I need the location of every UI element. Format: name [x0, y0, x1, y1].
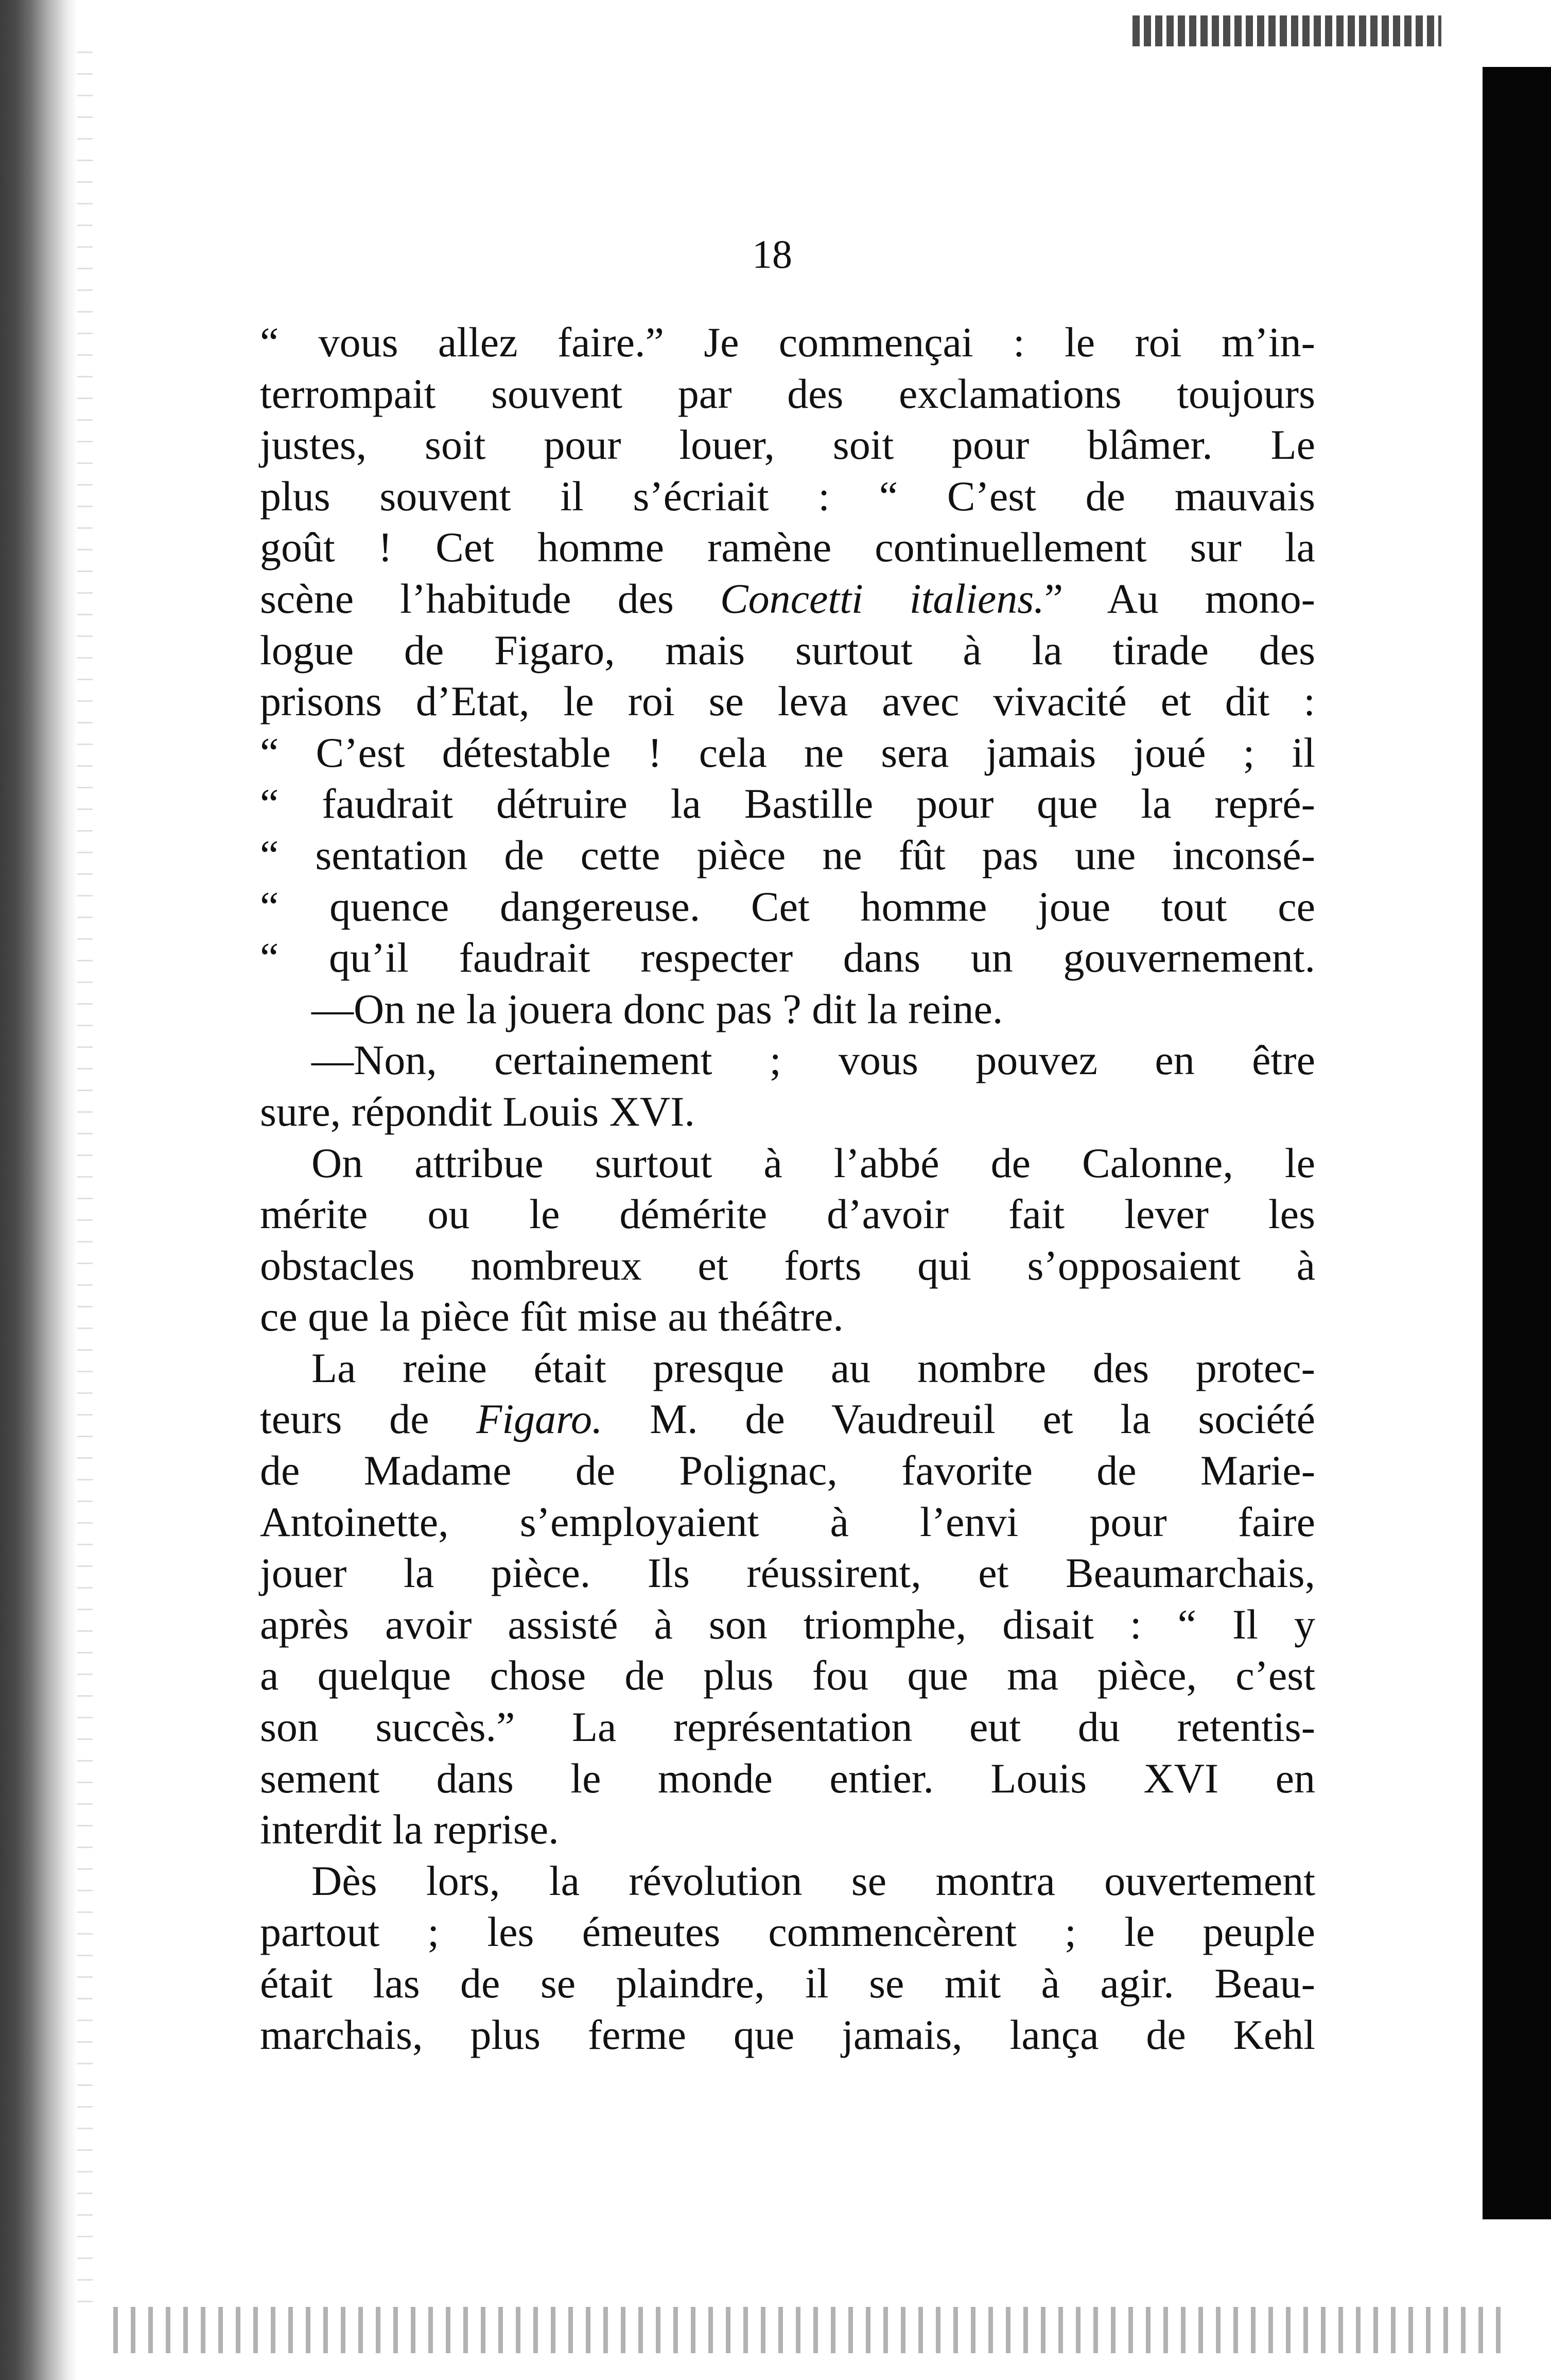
text-line: plus souvent il s’écriait : “ C’est de mauvais	[260, 472, 1315, 520]
text-line: La reine était presque au nombre des protec-	[311, 1344, 1315, 1391]
text-line: terrompait souvent par des exclamations toujours	[260, 370, 1315, 417]
text-line: justes, soit pour louer, soit pour blâmer. Le	[260, 421, 1315, 469]
text-line: goût ! Cet homme ramène continuellement sur la	[260, 524, 1315, 571]
text-line: de Madame de Polignac, favorite de Marie-	[260, 1447, 1315, 1494]
text-line: —Non, certainement ; vous pouvez en être	[311, 1037, 1315, 1084]
text-run: scène l’habitude des	[260, 575, 720, 622]
text-line: logue de Figaro, mais surtout à la tirade des	[260, 626, 1315, 674]
text-line: interdit la reprise.	[260, 1806, 559, 1853]
body-text	[260, 317, 1315, 2060]
scan-edge-left-speckle	[77, 51, 93, 2317]
text-line: Dès lors, la révolution se montra ouvertement	[311, 1857, 1315, 1904]
text-line	[260, 1393, 1315, 1445]
scan-edge-right	[1483, 67, 1551, 2219]
text-line: “ quence dangereuse. Cet homme joue tout ce	[260, 883, 1315, 930]
text-line: —On ne la jouera donc pas ? dit la reine.	[311, 985, 1003, 1032]
italic-title: Concetti italiens.	[720, 575, 1044, 622]
text-line: Antoinette, s’employaient à l’envi pour faire	[260, 1498, 1315, 1545]
text-line: obstacles nombreux et forts qui s’opposaient à	[260, 1241, 1315, 1289]
text-line: a quelque chose de plus fou que ma pièce, c’est	[260, 1652, 1315, 1699]
text-line: “ vous allez faire.” Je commençai : le roi m’in-	[260, 319, 1315, 366]
text-line: marchais, plus ferme que jamais, lança de Kehl	[260, 2011, 1315, 2058]
italic-title: Figaro.	[476, 1395, 603, 1443]
text-line: On attribue surtout à l’abbé de Calonne, le	[311, 1139, 1315, 1186]
text-line: partout ; les émeutes commencèrent ; le peuple	[260, 1908, 1315, 1956]
text-line: “ C’est détestable ! cela ne sera jamais joué ; il	[260, 729, 1315, 776]
text-line: sement dans le monde entier. Louis XVI en	[260, 1754, 1315, 1802]
text-line: jouer la pièce. Ils réussirent, et Beaumarchais,	[260, 1549, 1315, 1597]
text-line: son succès.” La représentation eut du retentis-	[260, 1703, 1315, 1751]
scan-edge-bottom	[113, 2307, 1503, 2353]
text-run: teurs de	[260, 1395, 477, 1443]
text-run: M. de Vaudreuil et la société	[602, 1395, 1315, 1443]
scan-edge-left	[0, 0, 77, 2380]
text-line: était las de se plaindre, il se mit à agir. Beau-	[260, 1960, 1315, 2007]
text-line: après avoir assisté à son triomphe, disait : “ Il y	[260, 1600, 1315, 1648]
scan-edge-top	[1132, 15, 1441, 46]
text-line: “ faudrait détruire la Bastille pour que la repré-	[260, 780, 1315, 827]
text-line: “ sentation de cette pièce ne fût pas une inconsé-	[260, 831, 1315, 878]
text-run: ” Au mono-	[1044, 575, 1315, 622]
text-line: “ qu’il faudrait respecter dans un gouvernement.	[260, 934, 1315, 981]
text-line: sure, répondit Louis XVI.	[260, 1088, 695, 1135]
text-line: mérite ou le démérite d’avoir fait lever les	[260, 1191, 1315, 1238]
page-number: 18	[752, 232, 792, 277]
text-line: prisons d’Etat, le roi se leva avec vivacité et dit :	[260, 678, 1315, 725]
text-line	[260, 573, 1315, 625]
text-line: ce que la pièce fût mise au théâtre.	[260, 1293, 844, 1340]
